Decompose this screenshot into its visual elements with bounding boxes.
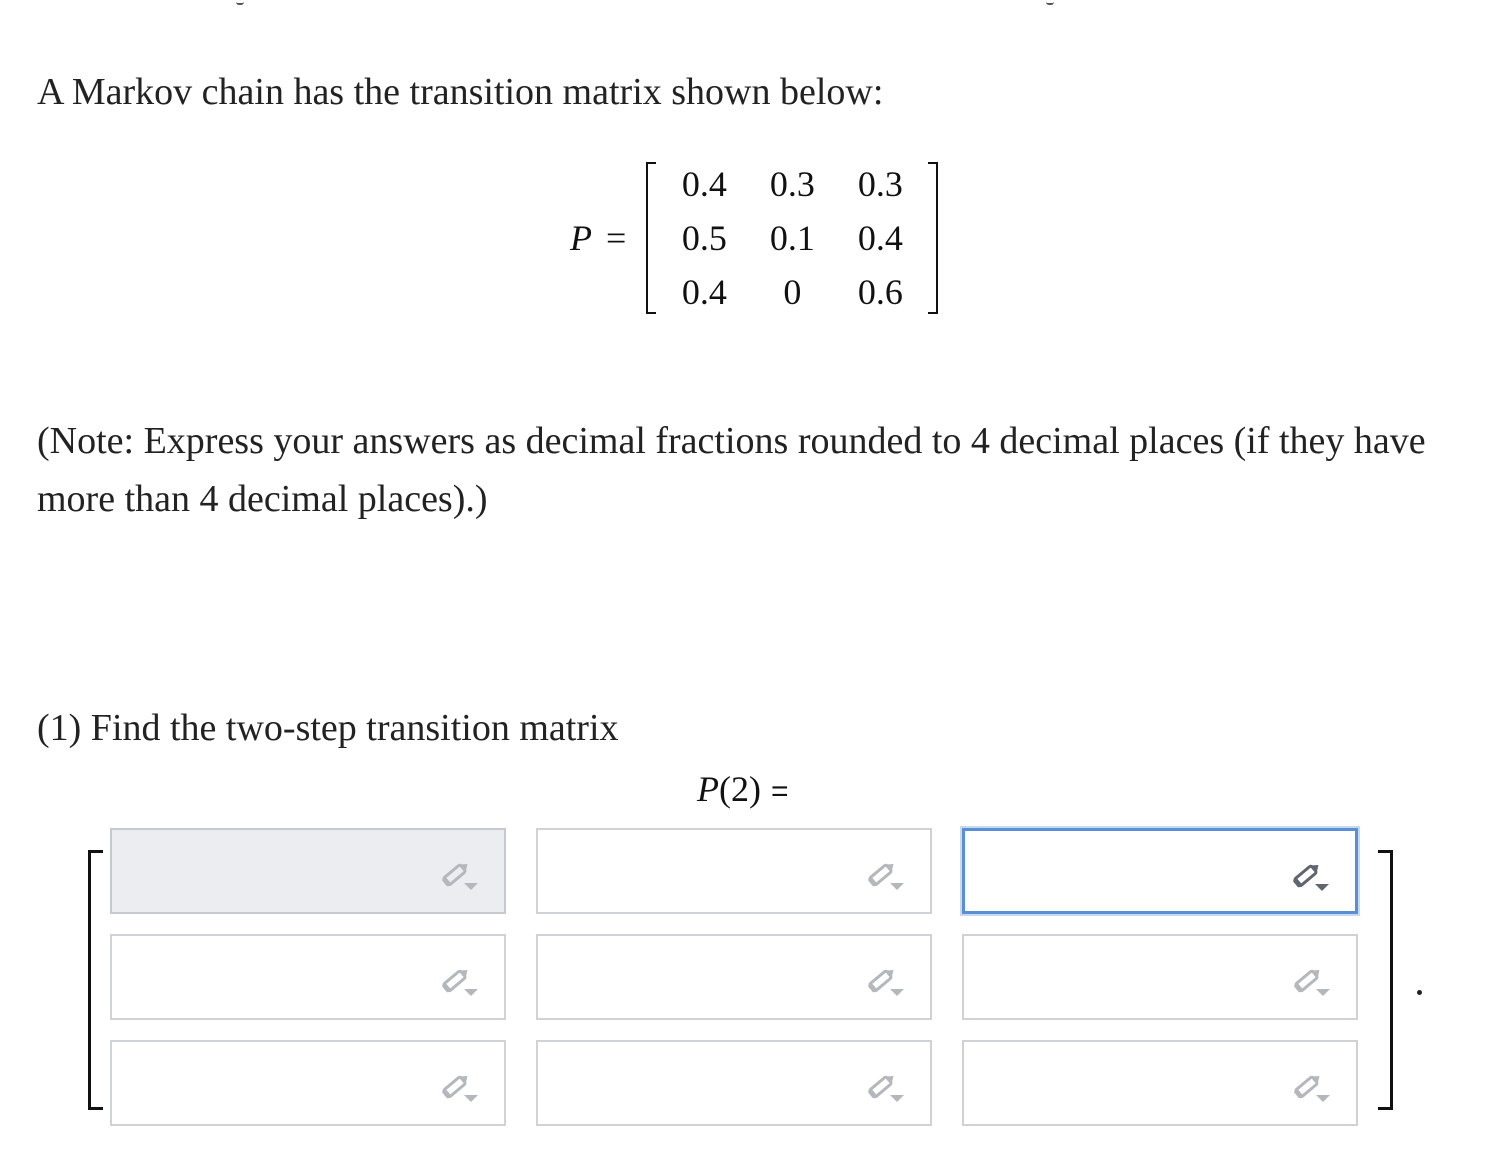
equals-sign: = [606,218,627,258]
pencil-dropdown-icon[interactable] [1290,1068,1334,1106]
answer-symbol: P [697,769,719,809]
matrix-cell: 0.3 [769,164,815,204]
answer-input-r2-c2[interactable] [536,934,932,1020]
left-bracket [646,162,656,314]
answer-input-r3-c3[interactable] [962,1040,1358,1126]
matrix-cell: 0.4 [681,272,727,312]
pencil-dropdown-icon[interactable] [438,962,482,1000]
matrix-cell: 0.5 [681,218,727,258]
answer-input-r3-c2[interactable] [536,1040,932,1126]
pencil-dropdown-icon[interactable] [864,856,908,894]
answer-label [697,768,789,810]
matrix-symbol: P [570,218,592,258]
equals-sign: = [770,775,789,808]
matrix-cell: 0.4 [681,164,727,204]
matrix-cell: 0.1 [769,218,815,258]
answer-input-r1-c2[interactable] [536,828,932,914]
pencil-dropdown-icon[interactable] [438,856,482,894]
pencil-dropdown-icon[interactable] [1289,857,1333,895]
trailing-period [1417,990,1422,995]
answer-input-r1-c3[interactable] [962,828,1358,914]
cropped-top-edge [0,0,1492,6]
matrix-label [570,217,626,259]
answer-input-r2-c1[interactable] [110,934,506,1020]
pencil-dropdown-icon[interactable] [1290,962,1334,1000]
intro-text: A Markov chain has the transition matrix shown below: [37,71,884,113]
matrix-grid [660,157,924,319]
answer-left-bracket [88,850,103,1110]
right-bracket [928,162,938,314]
answer-input-r2-c3[interactable] [962,934,1358,1020]
pencil-dropdown-icon[interactable] [438,1068,482,1106]
cropped-glyph [1046,0,1054,5]
answer-symbol-arg: (2) [719,769,761,809]
matrix-cell: 0 [783,272,802,312]
question-text: (1) Find the two-step transition matrix [37,707,619,749]
matrix-cell: 0.4 [857,218,903,258]
pencil-dropdown-icon[interactable] [864,962,908,1000]
note-text: (Note: Express your answers as decimal fractions rounded to 4 decimal places (if they have more than 4 decimal places).) [37,420,1426,520]
matrix-cell: 0.6 [857,272,903,312]
pencil-dropdown-icon[interactable] [864,1068,908,1106]
answer-input-r3-c1[interactable] [110,1040,506,1126]
answer-right-bracket [1378,850,1393,1110]
cropped-glyph [236,0,244,5]
answer-input-r1-c1[interactable] [110,828,506,914]
matrix-cell: 0.3 [857,164,903,204]
transition-matrix [570,162,938,314]
